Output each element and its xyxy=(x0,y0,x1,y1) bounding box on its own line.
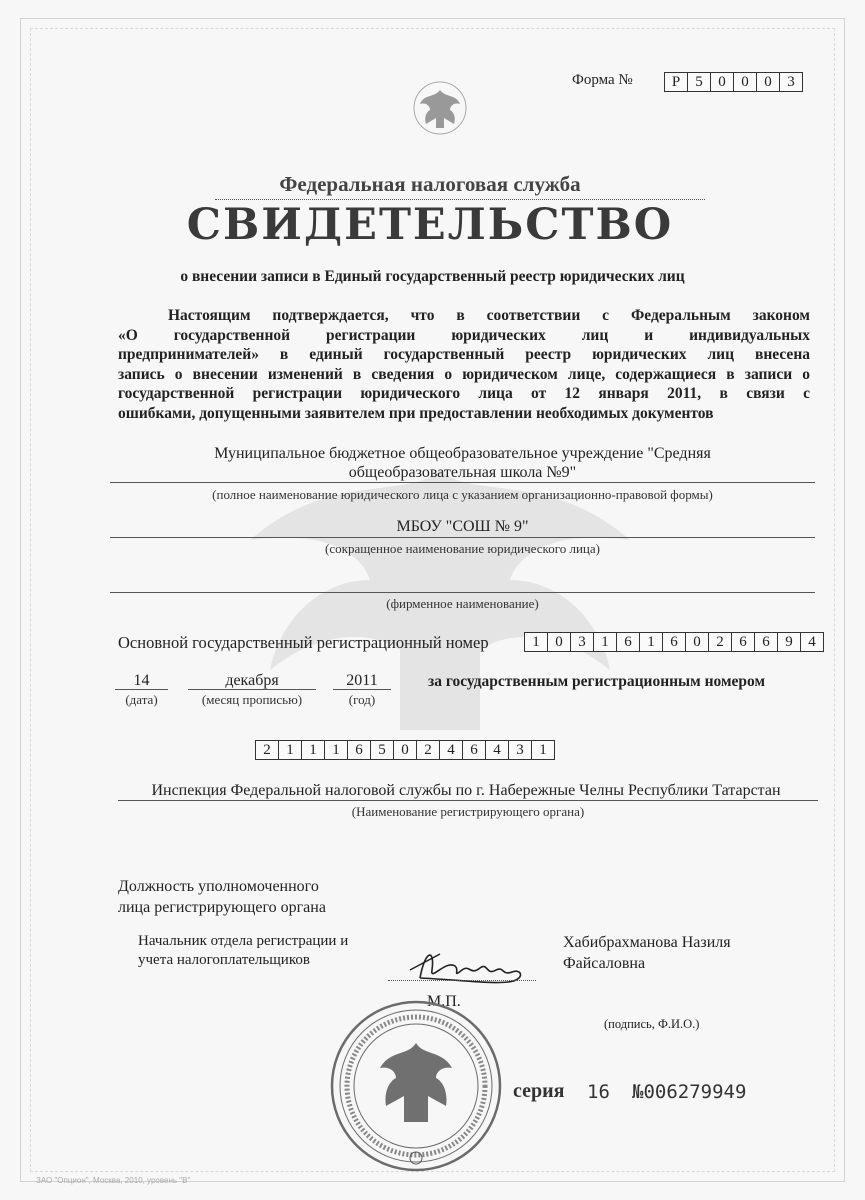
signatory-position xyxy=(118,876,326,918)
form-digit: 0 xyxy=(710,72,734,92)
name-line: Файсаловна xyxy=(563,955,646,972)
ogrn-digit: 2 xyxy=(708,632,732,652)
grn-digit: 1 xyxy=(301,740,325,760)
date-month-underline xyxy=(188,689,316,690)
date-year-caption: (год) xyxy=(348,692,376,707)
grn-digit: 4 xyxy=(485,740,509,760)
series-number: №006279949 xyxy=(632,1081,747,1103)
body-line: Настоящим подтверждается, что в соответствии с Федеральным законом xyxy=(168,307,810,324)
ogrn-digit: 9 xyxy=(777,632,801,652)
form-number-cells xyxy=(665,72,803,92)
official-stamp xyxy=(328,998,504,1174)
grn-digit: 6 xyxy=(347,740,371,760)
grn-digit: 4 xyxy=(439,740,463,760)
grn-cells xyxy=(256,740,555,760)
series-label: серия xyxy=(513,1080,565,1102)
full-name-underline xyxy=(110,482,815,483)
title-line: Начальник отдела регистрации и xyxy=(138,933,349,949)
signatory-name xyxy=(563,932,731,974)
short-name: МБОУ "СОШ № 9" xyxy=(396,518,529,535)
form-digit: 3 xyxy=(779,72,803,92)
document-title: СВИДЕТЕЛЬСТВО xyxy=(186,200,674,250)
date-month: декабря xyxy=(225,672,279,689)
name-line: Хабибрахманова Назиля xyxy=(563,934,731,951)
ogrn-digit: 1 xyxy=(593,632,617,652)
ogrn-digit: 1 xyxy=(639,632,663,652)
position-line: лица регистрирующего органа xyxy=(118,899,326,916)
date-day: 14 xyxy=(133,672,150,689)
signatory-title xyxy=(138,932,348,970)
body-line: предпринимателей» в единый государственный реестр юридических лиц внесена xyxy=(118,346,810,363)
short-name-caption: (сокращенное наименование юридического лица) xyxy=(325,541,600,556)
series-value: 16 xyxy=(587,1081,610,1103)
form-digit: 5 xyxy=(687,72,711,92)
signature-line xyxy=(388,980,536,981)
ogrn-digit: 6 xyxy=(616,632,640,652)
emblem-icon xyxy=(412,80,468,136)
grn-digit: 1 xyxy=(531,740,555,760)
grn-digit: 2 xyxy=(416,740,440,760)
short-name-underline xyxy=(110,537,815,538)
ogrn-label: Основной государственный регистрационный номер xyxy=(118,633,489,652)
date-year: 2011 xyxy=(346,672,378,689)
form-label: Форма № xyxy=(572,72,633,88)
full-name-line: Муниципальное бюджетное общеобразовательное учреждение "Средняя xyxy=(214,445,711,462)
ogrn-digit: 1 xyxy=(524,632,548,652)
grn-digit: 1 xyxy=(278,740,302,760)
ogrn-digit: 0 xyxy=(685,632,709,652)
position-line: Должность уполномоченного xyxy=(118,878,319,895)
ogrn-digit: 6 xyxy=(731,632,755,652)
date-day-underline xyxy=(115,689,168,690)
full-name-caption: (полное наименование юридического лица с указанием организационно-правовой формы) xyxy=(212,487,713,502)
date-day-caption: (дата) xyxy=(125,692,158,707)
ogrn-cells xyxy=(525,632,824,652)
body-line: запись о внесении изменений в сведения о юридическом лице, содержащиеся в записи о xyxy=(118,365,810,383)
grn-digit: 2 xyxy=(255,740,279,760)
ogrn-digit: 0 xyxy=(547,632,571,652)
body-line: ошибками, допущенными заявителем при предоставлении необходимых документов xyxy=(118,404,714,422)
grn-digit: 5 xyxy=(370,740,394,760)
date-year-underline xyxy=(333,689,391,690)
ogrn-digit: 6 xyxy=(754,632,778,652)
document-subtitle: о внесении записи в Единый государственный реестр юридических лиц xyxy=(180,268,685,285)
ogrn-digit: 4 xyxy=(800,632,824,652)
stamp-place-mark: М.П. xyxy=(427,993,461,1010)
firm-name-underline xyxy=(110,592,815,593)
full-name xyxy=(110,444,815,482)
authority-name: Инспекция Федеральной налоговой службы по г. Набережные Челны Республики Татарстан xyxy=(151,782,781,799)
authority-caption: (Наименование регистрирующего органа) xyxy=(351,804,585,819)
body-line: «О государственной регистрации юридических лиц и индивидуальных xyxy=(118,326,810,344)
form-digit: Р xyxy=(664,72,688,92)
grn-digit: 3 xyxy=(508,740,532,760)
grn-digit: 1 xyxy=(324,740,348,760)
full-name-line: общеобразовательная школа №9" xyxy=(348,464,577,481)
agency-name: Федеральная налоговая служба xyxy=(279,172,581,196)
grn-digit: 6 xyxy=(462,740,486,760)
firm-name-caption: (фирменное наименование) xyxy=(386,596,539,611)
form-digit: 0 xyxy=(733,72,757,92)
title-line: учета налогоплательщиков xyxy=(138,952,310,968)
reg-number-label: за государственным регистрационным номером xyxy=(428,673,766,690)
date-month-caption: (месяц прописью) xyxy=(201,692,303,707)
body-line: государственной регистрации юридического лица от 12 января 2011, в связи с xyxy=(118,385,810,402)
certification-text xyxy=(118,306,810,423)
printer-footer: ЗАО "Опцион", Москва, 2010, уровень "В" xyxy=(36,1176,191,1185)
ogrn-digit: 3 xyxy=(570,632,594,652)
signature-caption: (подпись, Ф.И.О.) xyxy=(604,1017,700,1031)
handwritten-signature xyxy=(400,940,550,990)
ogrn-digit: 6 xyxy=(662,632,686,652)
authority-underline xyxy=(118,800,818,801)
form-digit: 0 xyxy=(756,72,780,92)
grn-digit: 0 xyxy=(393,740,417,760)
